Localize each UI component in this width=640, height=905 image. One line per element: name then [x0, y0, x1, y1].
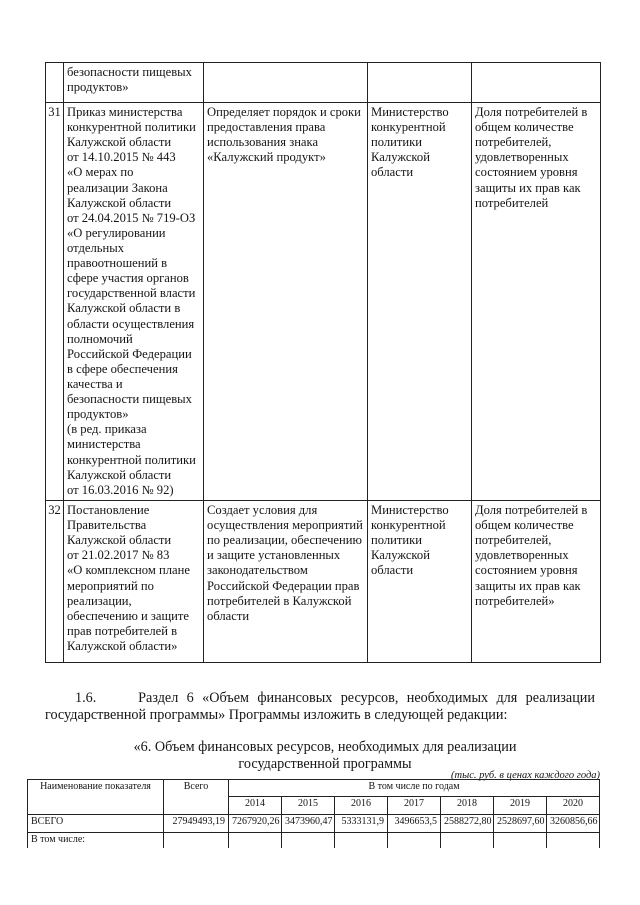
- cell-line: Определяет порядок и сроки: [207, 105, 361, 119]
- year-value: 2588272,80: [441, 815, 494, 833]
- cell-line: конкурентной политики: [67, 120, 196, 135]
- cell-line: области осуществления: [67, 316, 195, 331]
- cell-line: в сфере обеспечения: [67, 361, 178, 376]
- table-row-including: [28, 833, 600, 849]
- cell-line: государственной власти: [67, 286, 196, 301]
- cell-line: Калужской области: [67, 195, 172, 210]
- header-indicator: Наименование показателя: [28, 780, 164, 815]
- cell-line: политики: [371, 135, 422, 150]
- cell-line: реализации,: [67, 593, 132, 608]
- cell-line: реализации Закона: [67, 180, 168, 195]
- cell-line: потребителей,: [475, 533, 552, 548]
- cell-line: и защите установленных: [207, 548, 341, 563]
- cell-line: предоставления права: [207, 120, 326, 135]
- year-value: [494, 833, 547, 849]
- cell-line: мероприятий по: [67, 578, 154, 593]
- cell-line: Калужской области: [67, 135, 172, 150]
- purpose-cell: [204, 103, 368, 501]
- year-header: 2014: [229, 797, 282, 815]
- cell-line: удовлетворенных: [475, 548, 569, 563]
- act-cell: [64, 103, 204, 501]
- row-number-cell: [46, 63, 64, 103]
- cell-line: прав потребителей в: [67, 623, 178, 638]
- cell-line: осуществления мероприятий: [207, 518, 363, 533]
- cell-line: Министерство: [371, 105, 449, 119]
- cell-line: законодательством: [207, 563, 308, 578]
- paragraph-line-2: государственной программы» Программы изложить в следующей редакции:: [45, 707, 508, 723]
- cell-line: области: [207, 608, 250, 623]
- cell-line: Калужской: [371, 548, 430, 563]
- cell-line: удовлетворенных: [475, 150, 569, 165]
- year-value: [547, 833, 600, 849]
- act-cell: [64, 501, 204, 663]
- year-header: 2017: [388, 797, 441, 815]
- year-value: [388, 833, 441, 849]
- cell-line: области: [371, 563, 414, 578]
- cell-line: Постановление: [67, 503, 150, 517]
- indicator-cell: [472, 103, 601, 501]
- purpose-cell: [204, 63, 368, 103]
- cell-line: министерства: [67, 437, 141, 452]
- amendment-paragraph: [45, 690, 595, 724]
- cell-line: защиты их прав как: [475, 180, 581, 195]
- header-total: Всего: [164, 780, 229, 815]
- cell-line: «О комплексном плане: [67, 563, 190, 578]
- year-header: 2015: [282, 797, 335, 815]
- cell-line: потребителей»: [475, 593, 555, 608]
- cell-line: политики: [371, 533, 422, 548]
- cell-line: Калужской: [371, 150, 430, 165]
- row-total: 27949493,19: [164, 815, 229, 833]
- year-header: 2018: [441, 797, 494, 815]
- cell-line: Создает условия для: [207, 503, 318, 517]
- responsible-cell: [368, 501, 472, 663]
- table-row-31: [46, 103, 601, 501]
- year-value: 3496653,5: [388, 815, 441, 833]
- row-label: ВСЕГО: [28, 815, 164, 833]
- year-value: [282, 833, 335, 849]
- row-total: [164, 833, 229, 849]
- year-value: 3473960,47: [282, 815, 335, 833]
- table-row-total: [28, 815, 600, 833]
- cell-line: конкурентной: [371, 518, 446, 533]
- section-title-line-2: государственной программы: [238, 756, 412, 772]
- cell-line: защиты их прав как: [475, 578, 581, 593]
- cell-line: Калужской области: [67, 533, 172, 548]
- act-cell: [64, 63, 204, 103]
- cell-line: Калужской области: [67, 467, 172, 482]
- cell-line: от 14.10.2015 № 443: [67, 150, 176, 165]
- cell-line: общем количестве: [475, 518, 574, 533]
- financial-resources-table: [27, 779, 600, 848]
- cell-line: Калужской области»: [67, 638, 178, 653]
- row-number-cell: 31: [46, 103, 64, 501]
- year-header: 2016: [335, 797, 388, 815]
- cell-line: состоянием уровня: [475, 563, 578, 578]
- cell-line: продуктов»: [67, 407, 129, 422]
- units-note: (тыс. руб. в ценах каждого года): [451, 770, 600, 781]
- indicator-cell: [472, 63, 601, 103]
- cell-line: сфере участия органов: [67, 271, 189, 286]
- cell-line: «Калужский продукт»: [207, 150, 326, 165]
- cell-line: Российской Федерации: [67, 346, 192, 361]
- header-by-year: В том числе по годам: [229, 780, 600, 797]
- year-value: 2528697,60: [494, 815, 547, 833]
- cell-line: «О регулировании: [67, 225, 166, 240]
- cell-line: потребителей,: [475, 135, 552, 150]
- section-title: [105, 739, 545, 773]
- cell-line: конкурентной политики: [67, 452, 196, 467]
- cell-line: Калужской области в: [67, 301, 181, 316]
- cell-line: потребителей: [475, 195, 549, 210]
- cell-line: Доля потребителей в: [475, 503, 588, 517]
- cell-line: от 24.04.2015 № 719-ОЗ: [67, 210, 196, 225]
- cell-line: качества и: [67, 376, 123, 391]
- indicator-cell: [472, 501, 601, 663]
- cell-line: конкурентной: [371, 120, 446, 135]
- cell-line: правоотношений в: [67, 256, 168, 271]
- cell-line: «О мерах по: [67, 165, 134, 180]
- cell-line: состоянием уровня: [475, 165, 578, 180]
- cell-line: области: [371, 165, 414, 180]
- row-label: В том числе:: [28, 833, 164, 849]
- year-value: 3260856,66: [547, 815, 600, 833]
- cell-line: от 16.03.2016 № 92): [67, 482, 174, 497]
- paragraph-line-1: 1.6. Раздел 6 «Объем финансовых ресурсов, необходимых для реализации: [75, 690, 595, 706]
- year-value: [335, 833, 388, 849]
- year-value: 7267920,26: [229, 815, 282, 833]
- cell-line: Правительства: [67, 518, 147, 533]
- responsible-cell: [368, 103, 472, 501]
- section-title-line-1: «6. Объем финансовых ресурсов, необходимых для реализации: [133, 739, 517, 755]
- table-row-32: [46, 501, 601, 663]
- cell-line: обеспечению и защите: [67, 608, 189, 623]
- cell-line: (в ред. приказа: [67, 422, 147, 437]
- cell-line: общем количестве: [475, 120, 574, 135]
- year-value: [441, 833, 494, 849]
- cell-line: безопасности пищевых: [67, 65, 192, 79]
- normative-acts-table: [45, 62, 601, 663]
- year-header: 2020: [547, 797, 600, 815]
- cell-line: продуктов»: [67, 80, 129, 95]
- cell-line: от 21.02.2017 № 83: [67, 548, 170, 563]
- cell-line: отдельных: [67, 240, 124, 255]
- cell-line: Министерство: [371, 503, 449, 517]
- table-header-row: [28, 780, 600, 797]
- cell-line: полномочий: [67, 331, 133, 346]
- cell-line: по реализации, обеспечению: [207, 533, 362, 548]
- purpose-cell: [204, 501, 368, 663]
- year-value: [229, 833, 282, 849]
- cell-line: использования знака: [207, 135, 319, 150]
- cell-line: Доля потребителей в: [475, 105, 588, 119]
- row-number-cell: 32: [46, 501, 64, 663]
- year-value: 5333131,9: [335, 815, 388, 833]
- cell-line: Приказ министерства: [67, 105, 183, 119]
- cell-line: безопасности пищевых: [67, 392, 192, 407]
- cell-line: Российской Федерации прав: [207, 578, 360, 593]
- table-row-continuation: [46, 63, 601, 103]
- cell-line: потребителей в Калужской: [207, 593, 352, 608]
- year-header: 2019: [494, 797, 547, 815]
- responsible-cell: [368, 63, 472, 103]
